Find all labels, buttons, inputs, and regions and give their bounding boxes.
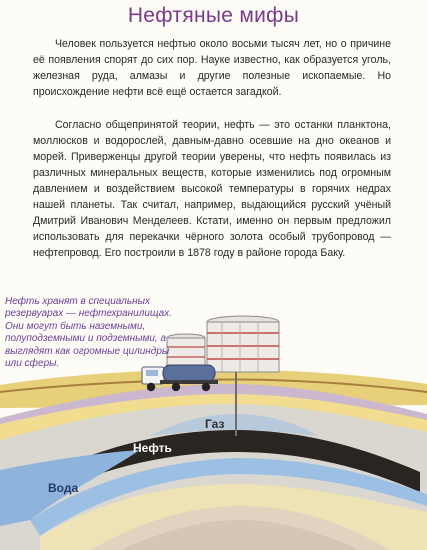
intro-paragraph: Человек пользуется нефтью около восьми тысяч лет, но о причине её появления спорят до сих пор. Науке известно, как образуется уголь, железная руда, алмазы и другие полезные ископаемые. Но происхождение нефти всё ещё остается загадкой. (33, 38, 391, 98)
theory-paragraph: Согласно общепринятой теории, нефть — это останки планктона, моллюсков и водорослей, давным-давно осевшие на дно океанов и морей. Приверженцы другой теории уверены, что нефть появилась из различных минеральных веществ, которые изменились под огромным давлением и воздействием высокой температуры в горячих недрах нашей планеты. Так считал, например, выдающийся русский учёный Дмитрий Иванович Менделеев. Кстати, именно он первым предложил использовать для перекачки чёрного золота особый трубопровод — нефтепровод. Его построили в 1878 году в районе города Баку. (33, 119, 391, 259)
gas-label: Газ (205, 417, 225, 431)
water-label: Вода (48, 481, 79, 495)
illustration-caption: Нефть хранят в специальных резервуарах — нефтехранилищах. Они могут быть наземными, полуподземными и подземными, а выглядят как огромные цилиндры или сферы. (5, 296, 172, 370)
oil-storage-tank-icon (207, 316, 279, 372)
page-title: Нефтяные мифы (127, 4, 300, 27)
oil-label: Нефть (133, 441, 172, 455)
